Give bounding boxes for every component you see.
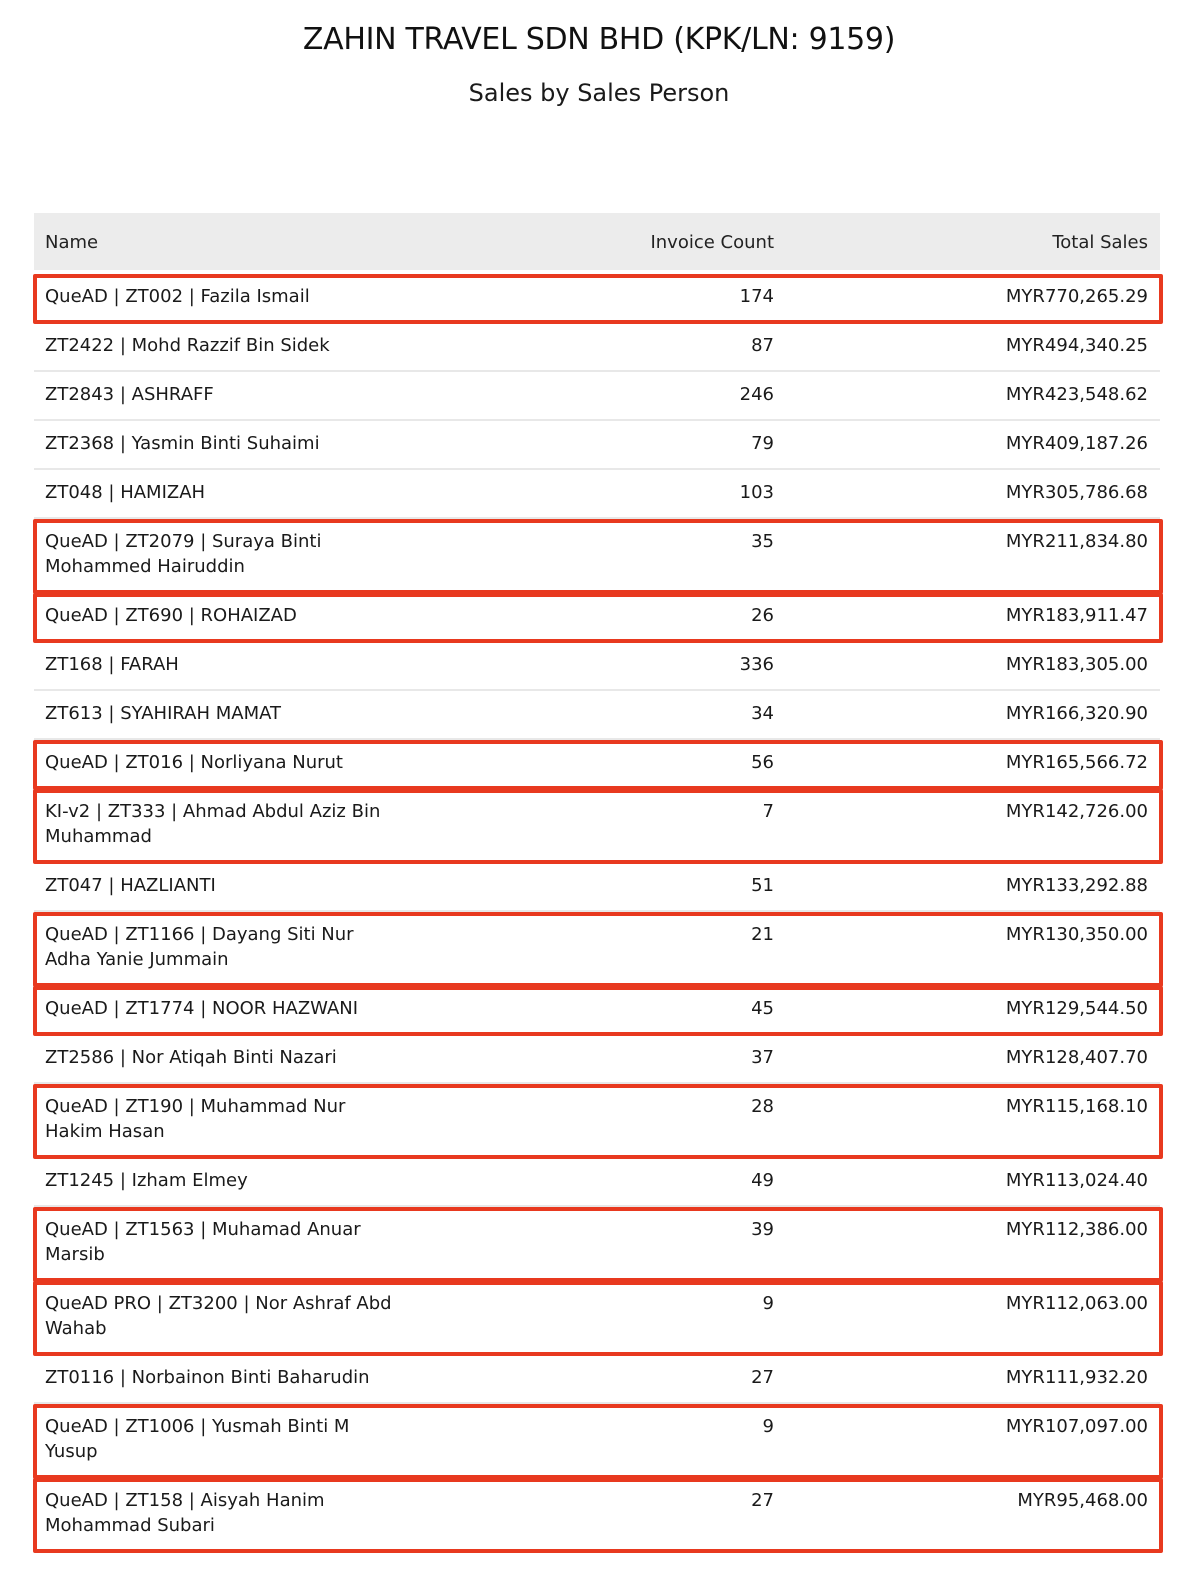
cell-name: QueAD PRO | ZT3200 | Nor Ashraf Abd Wahab: [45, 1293, 392, 1339]
cell-name: KI-v2 | ZT333 | Ahmad Abdul Aziz Bin Muhammad: [45, 801, 381, 847]
cell-name: QueAD | ZT190 | Muhammad Nur Hakim Hasan: [45, 1096, 346, 1142]
column-header-name[interactable]: Name: [45, 232, 99, 253]
cell-total-sales: MYR305,786.68: [1005, 482, 1148, 503]
cell-name: ZT048 | HAMIZAH: [45, 482, 206, 503]
company-title: ZAHIN TRAVEL SDN BHD (KPK/LN: 9159): [302, 22, 896, 57]
table-row: [34, 740, 1160, 789]
table-row: [34, 421, 1160, 470]
cell-name: ZT168 | FARAH: [45, 654, 179, 675]
table-row: [34, 863, 1160, 912]
table-row: [34, 986, 1160, 1035]
cell-total-sales: MYR115,168.10: [1005, 1096, 1148, 1117]
cell-total-sales: MYR770,265.29: [1005, 286, 1148, 307]
cell-invoice-count: 45: [751, 998, 774, 1019]
table-row: [34, 1207, 1160, 1281]
table-row: [34, 1158, 1160, 1207]
table-row: [34, 274, 1160, 323]
table-row: [34, 1035, 1160, 1084]
cell-total-sales: MYR113,024.40: [1005, 1170, 1148, 1191]
cell-total-sales: MYR183,911.47: [1005, 605, 1148, 626]
cell-total-sales: MYR211,834.80: [1005, 531, 1148, 552]
cell-total-sales: MYR111,932.20: [1005, 1367, 1148, 1388]
table-row: [34, 1084, 1160, 1158]
cell-total-sales: MYR409,187.26: [1005, 433, 1148, 454]
cell-total-sales: MYR423,548.62: [1005, 384, 1148, 405]
cell-invoice-count: 35: [751, 531, 774, 552]
cell-total-sales: MYR165,566.72: [1005, 752, 1148, 773]
table-row: [34, 912, 1160, 986]
cell-invoice-count: 26: [751, 605, 774, 626]
table-row: [34, 323, 1160, 372]
cell-total-sales: MYR142,726.00: [1005, 801, 1148, 822]
cell-total-sales: MYR112,386.00: [1005, 1219, 1148, 1240]
cell-name: QueAD | ZT1006 | Yusmah Binti M Yusup: [45, 1416, 350, 1462]
cell-invoice-count: 51: [751, 875, 774, 896]
table-row: [34, 1355, 1160, 1404]
cell-invoice-count: 174: [739, 286, 774, 307]
report-title: Sales by Sales Person: [468, 79, 730, 107]
cell-invoice-count: 56: [751, 752, 774, 773]
table-row: [34, 372, 1160, 421]
cell-total-sales: MYR130,350.00: [1005, 924, 1148, 945]
cell-name: QueAD | ZT2079 | Suraya Binti Mohammed Hairuddin: [45, 531, 322, 577]
cell-invoice-count: 28: [751, 1096, 774, 1117]
cell-total-sales: MYR133,292.88: [1005, 875, 1148, 896]
cell-name: QueAD | ZT1774 | NOOR HAZWANI: [45, 998, 359, 1019]
cell-name: ZT2368 | Yasmin Binti Suhaimi: [45, 433, 320, 454]
table-row: [34, 519, 1160, 593]
cell-invoice-count: 9: [762, 1416, 774, 1437]
cell-total-sales: MYR95,468.00: [1017, 1490, 1148, 1511]
cell-total-sales: MYR128,407.70: [1005, 1047, 1148, 1068]
cell-name: QueAD | ZT1563 | Muhamad Anuar Marsib: [45, 1219, 361, 1265]
cell-name: ZT2586 | Nor Atiqah Binti Nazari: [45, 1047, 337, 1068]
table-row: [34, 593, 1160, 642]
table-row: [34, 691, 1160, 740]
cell-invoice-count: 9: [762, 1293, 774, 1314]
table-row: [34, 642, 1160, 691]
cell-invoice-count: 336: [739, 654, 774, 675]
cell-invoice-count: 37: [751, 1047, 774, 1068]
column-header-invoice-count[interactable]: Invoice Count: [650, 232, 774, 253]
cell-name: QueAD | ZT002 | Fazila Ismail: [45, 286, 310, 307]
cell-name: QueAD | ZT016 | Norliyana Nurut: [45, 752, 343, 773]
cell-invoice-count: 7: [762, 801, 774, 822]
cell-invoice-count: 27: [751, 1367, 774, 1388]
cell-total-sales: MYR166,320.90: [1005, 703, 1148, 724]
table-row: [34, 1478, 1160, 1552]
cell-name: QueAD | ZT1166 | Dayang Siti Nur Adha Yanie Jummain: [45, 924, 354, 970]
cell-invoice-count: 103: [739, 482, 774, 503]
cell-invoice-count: 246: [739, 384, 774, 405]
cell-name: ZT0116 | Norbainon Binti Baharudin: [45, 1367, 370, 1388]
cell-total-sales: MYR129,544.50: [1005, 998, 1148, 1019]
cell-total-sales: MYR107,097.00: [1005, 1416, 1148, 1437]
cell-name: QueAD | ZT690 | ROHAIZAD: [45, 605, 297, 626]
table-row: [34, 1404, 1160, 1478]
cell-total-sales: MYR183,305.00: [1005, 654, 1148, 675]
cell-invoice-count: 87: [751, 335, 774, 356]
table-row: [34, 789, 1160, 863]
cell-total-sales: MYR112,063.00: [1005, 1293, 1148, 1314]
table-row: [34, 470, 1160, 519]
table-header: [34, 213, 1160, 270]
cell-name: ZT613 | SYAHIRAH MAMAT: [45, 703, 282, 724]
cell-invoice-count: 21: [751, 924, 774, 945]
cell-invoice-count: 49: [751, 1170, 774, 1191]
cell-invoice-count: 34: [751, 703, 774, 724]
column-header-total-sales[interactable]: Total Sales: [1052, 232, 1148, 253]
table-body: [34, 274, 1160, 1552]
cell-invoice-count: 27: [751, 1490, 774, 1511]
cell-name: QueAD | ZT158 | Aisyah Hanim Mohammad Subari: [45, 1490, 325, 1536]
table-row: [34, 1281, 1160, 1355]
cell-name: ZT2843 | ASHRAFF: [45, 384, 214, 405]
cell-invoice-count: 79: [751, 433, 774, 454]
cell-total-sales: MYR494,340.25: [1005, 335, 1148, 356]
sales-table: [34, 213, 1160, 1552]
cell-name: ZT047 | HAZLIANTI: [45, 875, 216, 896]
cell-name: ZT2422 | Mohd Razzif Bin Sidek: [45, 335, 330, 356]
cell-invoice-count: 39: [751, 1219, 774, 1240]
cell-name: ZT1245 | Izham Elmey: [45, 1170, 248, 1191]
